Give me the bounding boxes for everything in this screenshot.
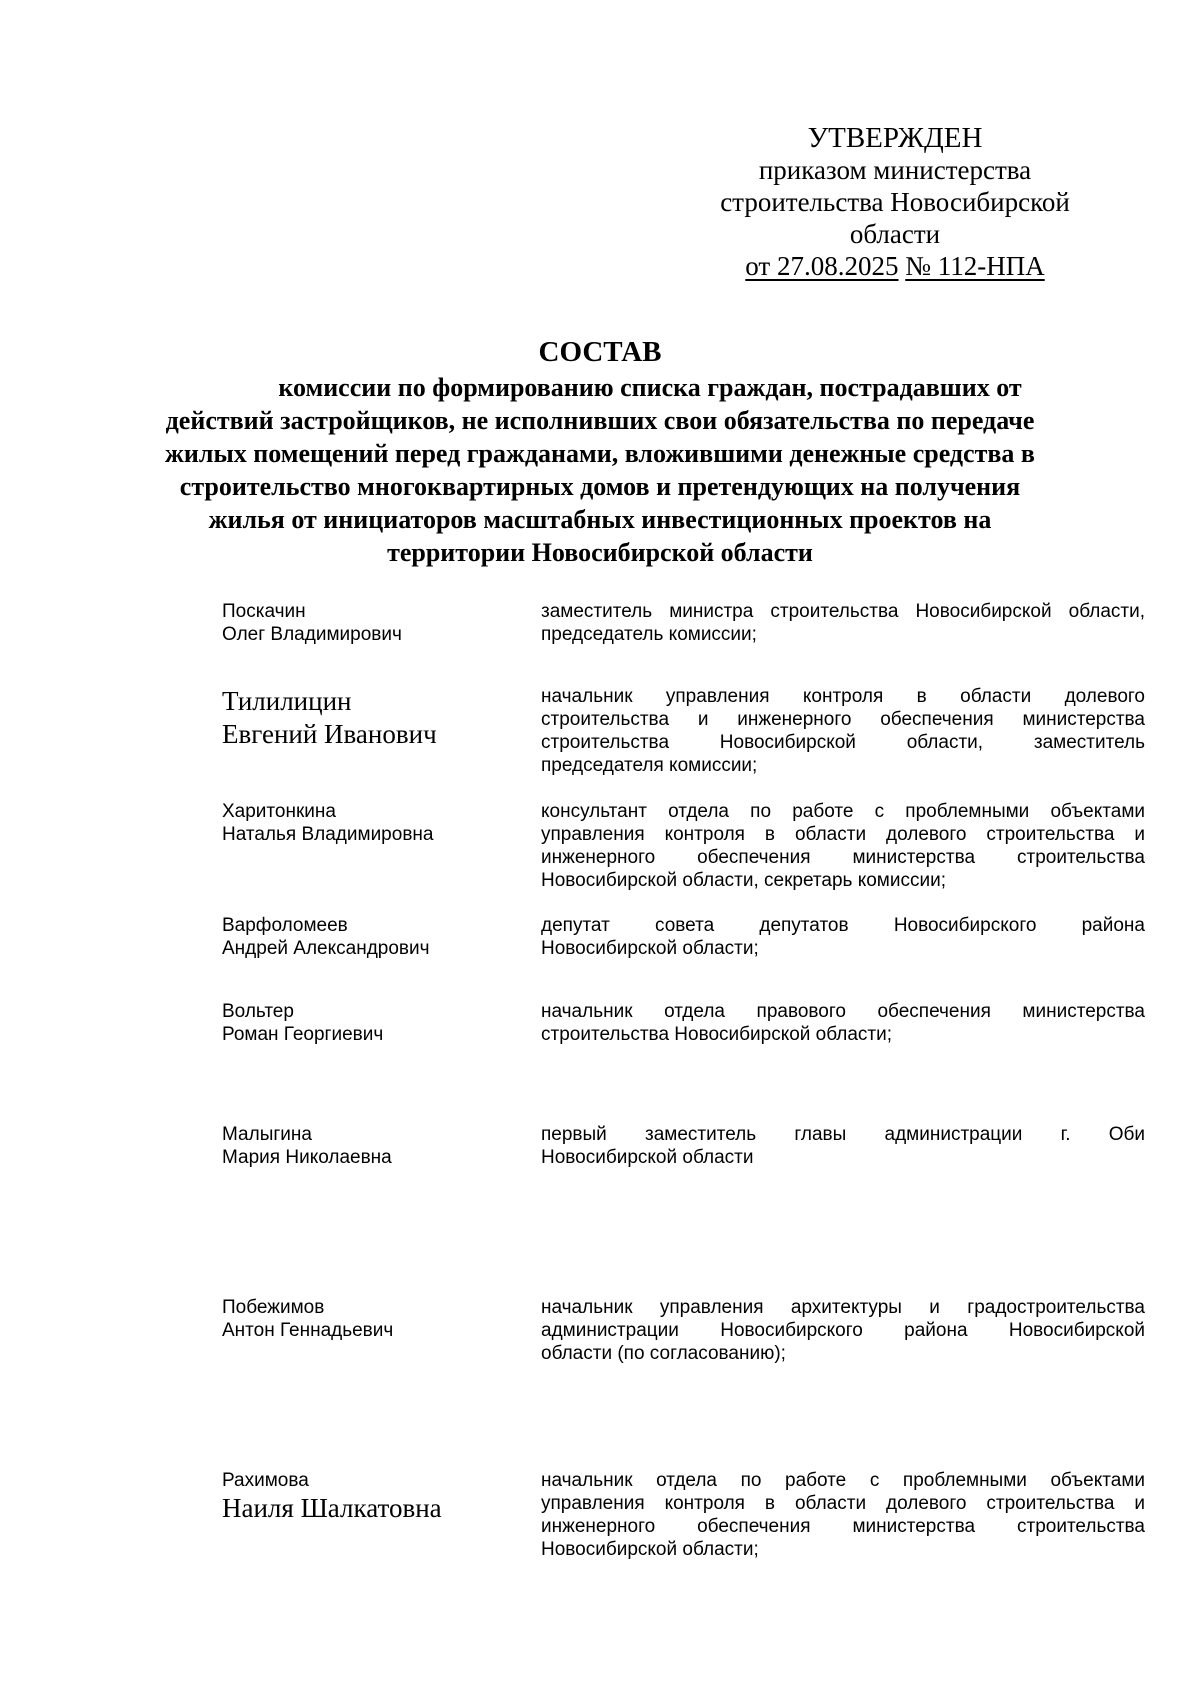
member-given-name: Олег Владимирович [222,624,402,645]
member-role [541,1469,1145,1561]
member-role [541,1296,1145,1365]
heading-line-5: жилья от инициаторов масштабных инвестиционных проектов на [208,505,992,534]
member-name [222,800,512,846]
role-line: консультант отдела по работе с проблемными объектами [541,801,1145,822]
member-name [222,1000,512,1046]
role-line: начальник отдела по работе с проблемными объектами [541,1470,1145,1491]
member-role [541,800,1145,892]
member-surname: Малыгина [222,1124,312,1145]
member-surname: Харитонкина [222,801,336,822]
role-line: начальник управления архитектуры и градостроительства [541,1297,1145,1318]
role-line: Новосибирской области; [541,1539,759,1560]
role-line: первый заместитель главы администрации г. Оби [541,1124,1145,1145]
role-line: заместитель министра строительства Новосибирской области, [541,601,1145,622]
member-name [222,600,512,646]
role-line: Новосибирской области; [541,938,759,959]
role-line: инженерного обеспечения министерства строительства [541,847,1145,868]
role-line: Новосибирской области, секретарь комиссии; [541,870,946,891]
document-title: СОСТАВ [538,336,662,368]
member-name [222,685,512,751]
member-given-name: Наталья Владимировна [222,824,434,845]
heading-line-3: жилых помещений перед гражданами, вложившими денежные средства в [165,439,1035,468]
heading-line-1: комиссии по формированию списка граждан, пострадавших от [278,373,1022,402]
member-role [541,1000,1145,1046]
member-given-name: Наиля Шалкатовна [222,1493,442,1523]
role-line: администрации Новосибирского района Новосибирской [541,1320,1145,1341]
role-line: инженерного обеспечения министерства строительства [541,1516,1145,1537]
heading-line-6: территории Новосибирской области [387,538,813,567]
member-role [541,600,1145,646]
member-given-name: Евгений Иванович [222,719,437,749]
role-line: управления контроля в области долевого строительства и [541,1493,1145,1514]
role-line: депутат совета депутатов Новосибирского района [541,915,1145,936]
heading-line-4: строительство многоквартирных домов и претендующих на получения [179,472,1021,501]
member-given-name: Роман Георгиевич [222,1024,384,1045]
role-line: строительства Новосибирской области; [541,1024,893,1045]
approval-title: УТВЕРЖДЕН [807,122,983,154]
approval-number: № 112-НПА [905,251,1045,281]
role-line: строительства Новосибирской области, заместитель [541,732,1145,753]
role-line: строительства и инженерного обеспечения министерства [541,709,1145,730]
role-line: управления контроля в области долевого строительства и [541,824,1145,845]
member-surname: Тилилицин [222,686,352,716]
role-line: Новосибирской области [541,1147,754,1168]
member-role [541,914,1145,960]
member-role [541,685,1145,777]
member-surname: Поскачин [222,601,306,622]
member-surname: Побежимов [222,1297,325,1318]
member-given-name: Антон Геннадьевич [222,1320,394,1341]
approval-line-2: строительства Новосибирской [720,187,1070,217]
role-line: начальник управления контроля в области долевого [541,686,1145,707]
member-name [222,1469,512,1525]
approval-date: от 27.08.2025 [745,251,899,281]
member-role [541,1123,1145,1169]
role-line: области (по согласованию); [541,1343,786,1364]
approval-line-3: области [849,219,941,249]
member-surname: Рахимова [222,1470,309,1491]
member-name [222,1123,512,1169]
approval-line-1: приказом министерства [758,155,1032,185]
member-surname: Варфоломеев [222,915,348,936]
member-surname: Вольтер [222,1001,294,1022]
role-line: начальник отдела правового обеспечения министерства [541,1001,1145,1022]
member-given-name: Мария Николаевна [222,1147,392,1168]
member-name [222,914,512,960]
heading-line-2: действий застройщиков, не исполнивших свои обязательства по передаче [165,406,1035,435]
role-line: председатель комиссии; [541,624,757,645]
member-name [222,1296,512,1342]
role-line: председателя комиссии; [541,755,758,776]
member-given-name: Андрей Александрович [222,938,430,959]
